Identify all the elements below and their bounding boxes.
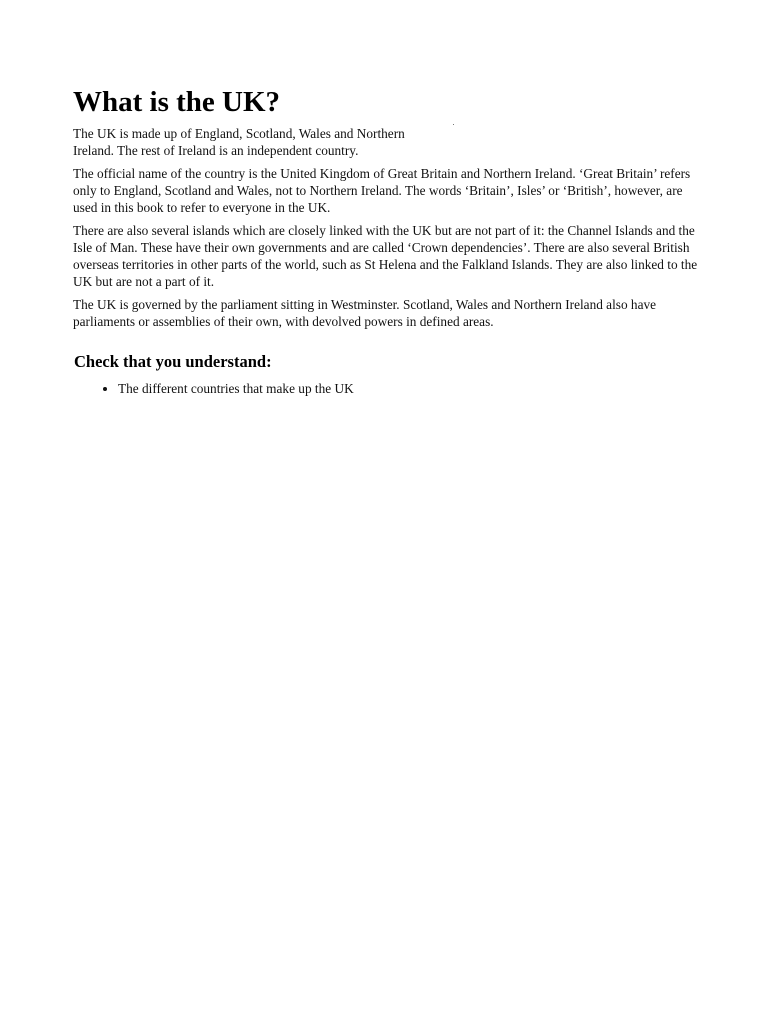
paragraph-governance: The UK is governed by the parliament sitting in Westminster. Scotland, Wales and Northern Ireland also have parliaments or assemblies of their own, with devolved powers in defined areas. [73, 297, 657, 329]
paragraph-intro: The UK is made up of England, Scotland, Wales and Northern Ireland. The rest of Ireland is an independent country. [73, 126, 405, 158]
check-list [73, 380, 703, 397]
paragraph-official-name: The official name of the country is the United Kingdom of Great Britain and Northern Ireland. ‘Great Britain’ refers only to England, Scotland and Wales, not to Northern Ireland. The words ‘Britain’, Isles’ or ‘British’, however, are used in this book to refer to everyone in the UK. [73, 166, 691, 215]
document-page [73, 84, 703, 397]
check-heading: Check that you understand: [74, 352, 272, 371]
list-item: • The different countries that make up the UK [118, 380, 703, 397]
page-title: What is the UK? [73, 86, 281, 118]
paragraph-islands: There are also several islands which are closely linked with the UK but are not part of it: the Channel Islands and the Isle of Man. These have their own governments and are called ‘Crown dependencies’. There are also several British overseas territories in other parts of the world, such as St Helena and the Falkland Islands. They are also linked to the UK but are not a part of it. [73, 223, 698, 289]
